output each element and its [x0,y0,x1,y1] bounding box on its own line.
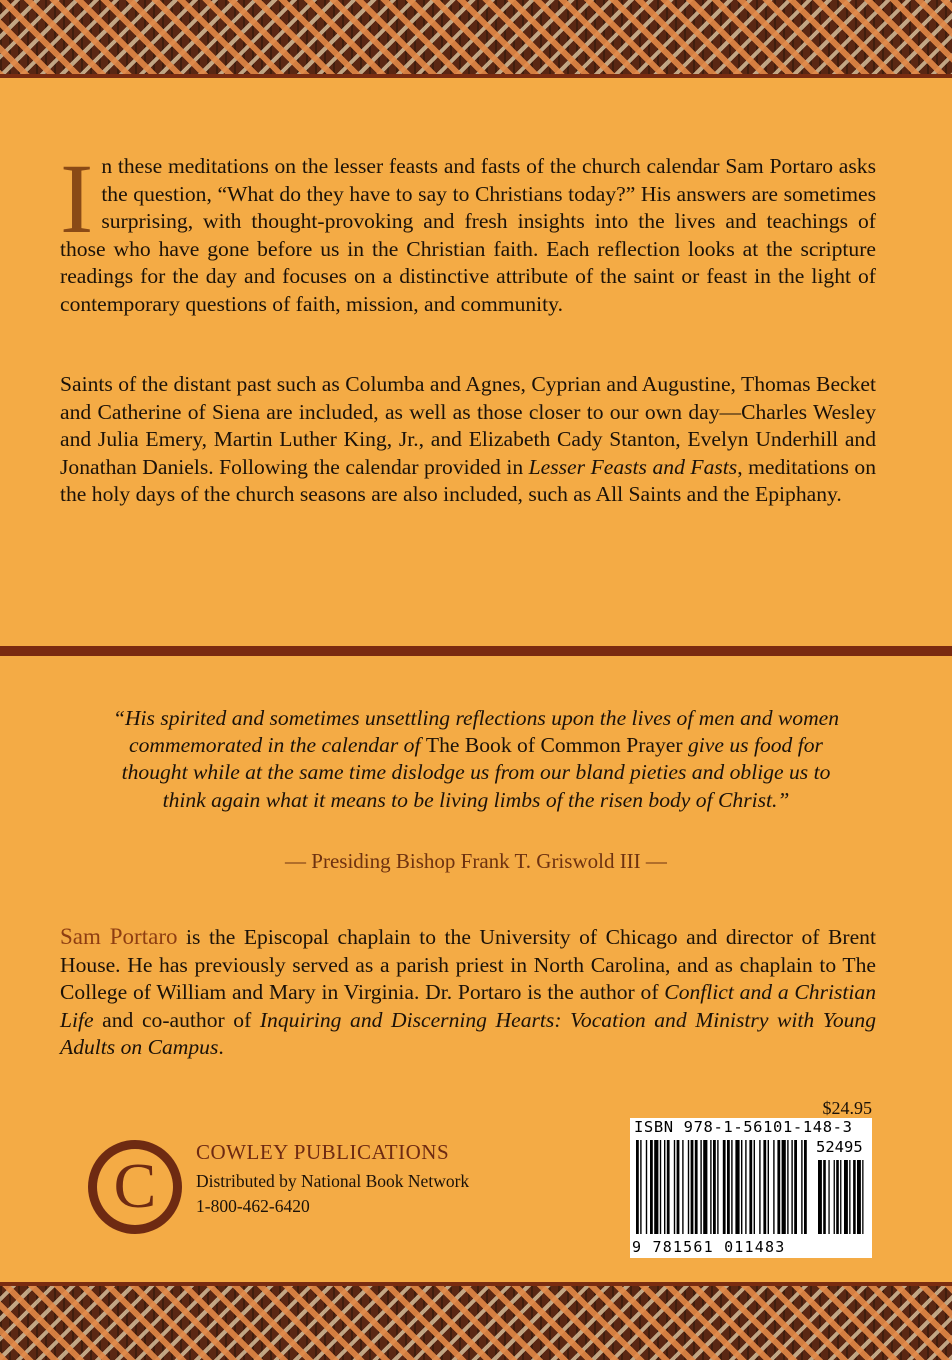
section-divider [0,646,952,656]
barcode-bar [754,1140,755,1234]
bio-author-name: Sam Portaro [60,924,178,949]
ean-digits: 9 781561 011483 [632,1238,786,1256]
barcode-bar [773,1140,774,1234]
price-barcode-bar [849,1160,850,1234]
barcode-bar [768,1140,769,1234]
barcode-bar [731,1140,732,1234]
quote-book-title: The Book of Common Prayer [425,733,683,758]
barcode-bar [667,1140,670,1234]
barcode-bar [791,1140,792,1234]
price-barcode-bar [844,1160,848,1234]
top-decorative-band [0,0,952,78]
barcode-bar [688,1140,689,1234]
barcode-bar [749,1140,752,1234]
endorsement-quote [108,705,844,814]
barcode-bar [650,1140,653,1234]
bio-book-1: Conflict and a Christian Life [60,980,876,1032]
price-barcode-bar [818,1160,822,1234]
barcode-bar [777,1140,780,1234]
endorsement-attribution: — Presiding Bishop Frank T. Griswold III — [285,849,667,873]
price-barcode-bar [823,1160,826,1234]
isbn-label: ISBN 978-1-56101-148-3 [634,1118,853,1136]
quote-part-2: give us food for thought while at the same time dislodge us from our bland pieties and oblige us to think again what it means to be living limbs of the risen body of Christ.” [121,733,831,812]
quote-part-1: “His spirited and sometimes unsettling reflections upon the lives of men and women commemorated in the calendar of [112,706,840,758]
barcode-bar [713,1140,716,1234]
publisher-logo-inner [97,1149,173,1225]
barcode-bar [660,1140,661,1234]
barcode-bar [741,1140,742,1234]
price-barcode-bar [840,1160,841,1234]
bio-text-2: and co-author of [93,1007,260,1032]
price-barcode-bar [862,1160,863,1234]
barcode-bar [727,1140,730,1234]
barcode-bar [691,1140,694,1234]
barcode-bar [700,1140,701,1234]
barcode-bar [654,1140,658,1234]
price: $24.95 [822,1098,872,1118]
bio-text-3: . [218,1035,224,1059]
distributor-line: Distributed by National Book Network [196,1171,470,1191]
barcode-bar [801,1140,802,1234]
barcode-bar [759,1140,760,1234]
barcode-bar [674,1140,675,1234]
publisher-name: COWLEY PUBLICATIONS [196,1140,450,1164]
barcode-bar [763,1140,766,1234]
barcode-bar [735,1140,739,1234]
barcode-bar [787,1140,788,1234]
drop-cap: I [60,143,94,254]
barcode-bar [646,1140,647,1234]
barcode-area [630,1118,872,1258]
bottom-decorative-band [0,1282,952,1360]
barcode-bar [636,1140,639,1234]
price-barcode-bar [857,1160,861,1234]
barcode-bar [677,1140,680,1234]
author-bio [60,923,876,1062]
price-barcode-bar [828,1160,829,1234]
price-code: 52495 [816,1138,863,1156]
barcode-bar [794,1140,797,1234]
bio-book-2: Inquiring and Discerning Hearts: Vocation and Ministry with Young Adults on Campus [60,1007,877,1059]
bio-text-1: is the Episcopal chaplain to the University of Chicago and director of Brent House. He has previously served as a parish priest in North Carolina, and as chaplain to The College of William and Mary in Virginia. Dr. Portaro is the author of [60,925,876,1004]
barcode-bar [640,1140,641,1234]
barcode-bar [745,1140,746,1234]
barcode-bar [695,1140,698,1234]
publisher-logo [88,1140,182,1234]
publisher-logo-letter: C [113,1150,157,1221]
description-paragraph-1 [60,143,876,318]
barcode-bar [782,1140,786,1234]
description-paragraph-2 [60,371,876,509]
barcode-bar [703,1140,707,1234]
price-barcode-bar [834,1160,835,1234]
description-p1-text: n these meditations on the lesser feasts and fasts of the church calendar Sam Portaro asks the question, “What do they have to say to Christians today?” His answers are sometimes surprising, with thought-provoking and fresh insights into the lives and teachings of those who have gone before us in the Christian faith. Each reflection looks at the scripture readings for the day and focuses on a distinctive attribute of the saint or feast in the light of contemporary questions of faith, mission, and community. [60,154,876,316]
barcode-bar [723,1140,726,1234]
price-barcode-bar [836,1160,839,1234]
barcode-bar [804,1140,807,1234]
barcode-bar [682,1140,683,1234]
description-p2-text-b: , meditations on the holy days of the church seasons are also included, such as All Saints and the Epiphany. [60,454,876,506]
price-barcode-bar [853,1160,856,1234]
barcode-bar [717,1140,718,1234]
description-p2-text-a: Saints of the distant past such as Columba and Agnes, Cyprian and Augustine, Thomas Becket and Catherine of Siena are included, as well as those closer to our own day—Charles Wesley and Julia Emery, Martin Luther King, Jr., and Elizabeth Cady Stanton, Evelyn Underhill and Jonathan Daniels. Following the calendar provided in [60,372,876,479]
description-p2-book-title: Lesser Feasts and Fasts [528,454,738,479]
barcode-bar [710,1140,711,1234]
barcode-bar [664,1140,665,1234]
publisher-phone: 1-800-462-6420 [196,1196,310,1216]
